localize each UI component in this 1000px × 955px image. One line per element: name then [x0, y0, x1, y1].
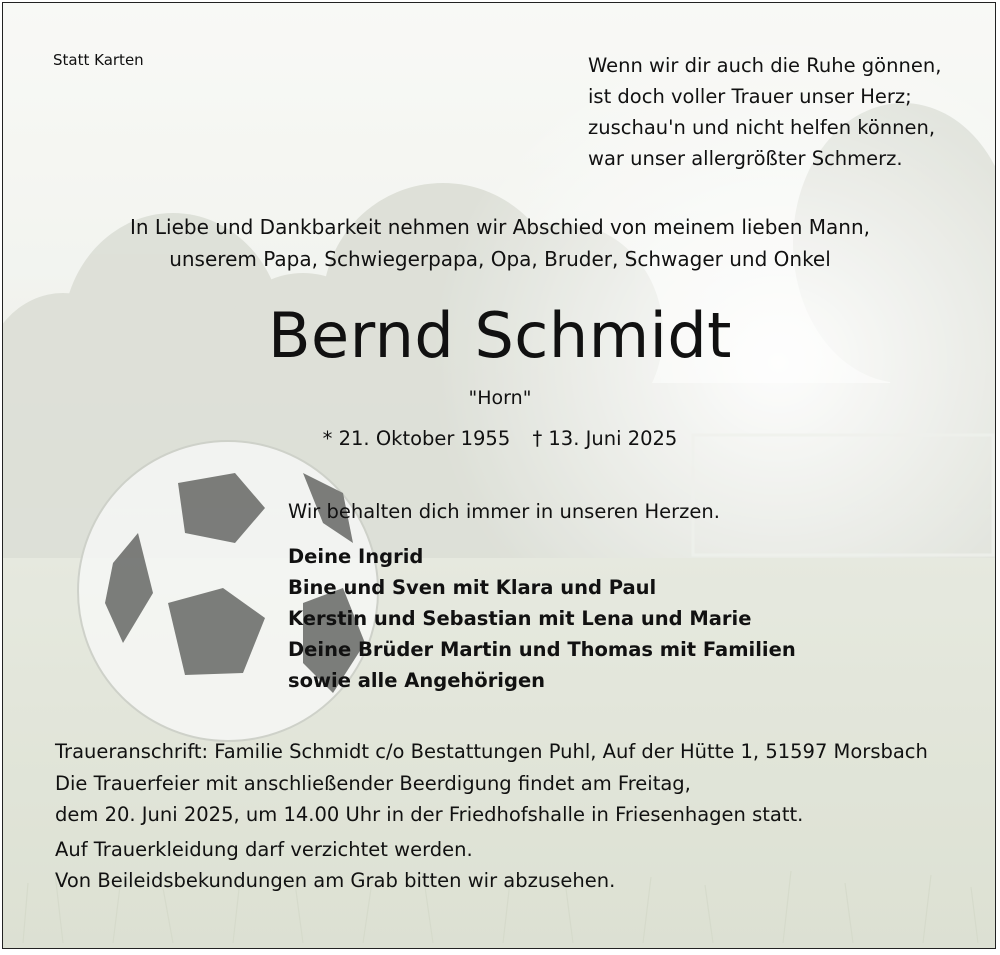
mourner-line: Kerstin und Sebastian mit Lena und Marie [288, 607, 752, 630]
death-date: † 13. Juni 2025 [532, 427, 678, 450]
deceased-nickname: "Horn" [468, 387, 532, 409]
ceremony-line: dem 20. Juni 2025, um 14.00 Uhr in der Friedhofshalle in Friesenhagen statt. [55, 803, 804, 826]
mourning-address: Traueranschrift: Familie Schmidt c/o Bestattungen Puhl, Auf der Hütte 1, 51597 Morsbach [55, 740, 928, 763]
poem-line: war unser allergrößter Schmerz. [588, 147, 903, 170]
poem-line: ist doch voller Trauer unser Herz; [588, 85, 912, 108]
life-dates [3, 427, 996, 450]
memorial-poem [588, 50, 941, 174]
poem-line: zuschau'n und nicht helfen können, [588, 116, 936, 139]
memorial-motto: Wir behalten dich immer in unseren Herzen. [288, 500, 720, 523]
deceased-name: Bernd Schmidt [268, 299, 732, 372]
mourners-list [288, 541, 796, 696]
ceremony-line: Die Trauerfeier mit anschließender Beerdigung findet am Freitag, [55, 772, 691, 795]
mourner-line: Deine Ingrid [288, 545, 424, 568]
mourner-line: Deine Brüder Martin und Thomas mit Familien [288, 638, 796, 661]
intro-line: unserem Papa, Schwiegerpapa, Opa, Bruder, Schwager und Onkel [169, 247, 831, 271]
mourner-line: sowie alle Angehörigen [288, 669, 546, 692]
mourner-line: Bine und Sven mit Klara und Paul [288, 576, 657, 599]
poem-line: Wenn wir dir auch die Ruhe gönnen, [588, 54, 942, 77]
clothing-note: Auf Trauerkleidung darf verzichtet werden. [55, 838, 473, 861]
funeral-information [55, 736, 928, 896]
statt-karten-label: Statt Karten [53, 51, 144, 69]
farewell-intro [3, 211, 996, 275]
birth-date: * 21. Oktober 1955 [322, 427, 511, 450]
obituary-card [2, 2, 996, 949]
condolences-note: Von Beileidsbekundungen am Grab bitten wir abzusehen. [55, 869, 616, 892]
intro-line: In Liebe und Dankbarkeit nehmen wir Abschied von meinem lieben Mann, [129, 215, 870, 239]
